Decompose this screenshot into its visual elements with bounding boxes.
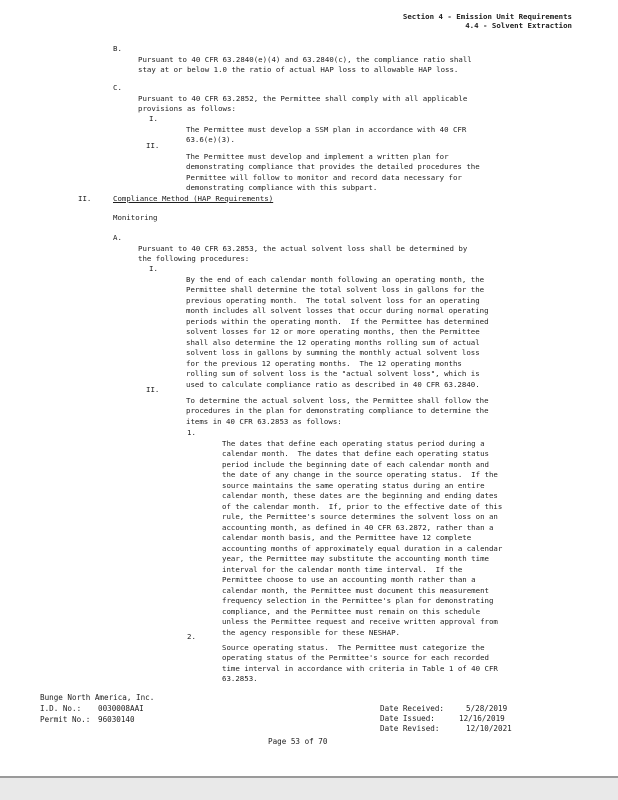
text-line: Permittee choose to use an accounting month rather than a [222, 575, 476, 584]
text-line: stay at or below 1.0 the ratio of actual HAP loss to allowable HAP loss. [138, 65, 459, 74]
text-line: Pursuant to 40 CFR 63.2853, the actual solvent loss shall be determined by [138, 243, 468, 253]
text-line: period include the beginning date of each calendar month and [222, 459, 489, 469]
text-line: calendar month basis, and the Permittee have 12 complete [222, 533, 472, 542]
text-line: frequency selection in the Permittee's plan for demonstrating [222, 596, 494, 605]
footer-date-received-label: Date Received: [380, 704, 445, 713]
text-line: time interval in accordance with criteria in Table 1 of 40 CFR [222, 663, 498, 673]
footer-date-issued: 12/16/2019 [459, 714, 505, 723]
text-line: accounting month, as defined in 40 CFR 63.2872, rather than a [222, 522, 494, 532]
footer-company: Bunge North America, Inc. [40, 693, 155, 702]
footer-id-value: 0030008AAI [98, 704, 144, 713]
text-line: 63.2853. [222, 674, 258, 683]
item-a2-text [186, 385, 489, 427]
footer-date-revised-label: Date Revised: [380, 724, 440, 733]
text-line: calendar month, these dates are the beginning and ending dates [222, 491, 498, 500]
item-1-text [222, 428, 502, 638]
item-a-text [138, 233, 467, 265]
section-heading: Section 4 - Emission Unit Requirements [402, 12, 572, 21]
text-line: the following procedures: [138, 254, 250, 263]
text-line: provisions as follows: [138, 104, 236, 113]
item-c-text [138, 83, 467, 115]
text-line: for the previous 12 operating months. The 12 operating months [186, 358, 462, 368]
footer-date-revised: 12/10/2021 [466, 724, 512, 733]
text-line: solvent loss in gallons by summing the monthly actual solvent loss [186, 348, 480, 357]
text-line: procedures in the plan for demonstrating compliance to determine the [186, 406, 489, 415]
text-line: rolling sum of solvent loss is the "actual solvent loss", which is [186, 369, 480, 378]
text-line: Permittee will follow to monitor and record data necessary for [186, 172, 462, 182]
footer-permit-value: 96030140 [98, 715, 135, 724]
text-line: rule, the Permittee's source determines the solvent loss on an [222, 512, 498, 521]
text-line: periods within the operating month. If the Permittee has determined [186, 316, 489, 326]
text-line: calendar month, the Permittee must document this measurement [222, 585, 489, 595]
text-line: Source operating status. The Permittee must categorize the [222, 642, 485, 652]
monitoring-heading: Monitoring [113, 213, 158, 222]
text-line: shall also determine the 12 operating months rolling sum of actual [186, 337, 480, 347]
item-b-text [138, 44, 472, 76]
item-a1-marker: I. [149, 264, 158, 273]
subsection-heading: 4.4 - Solvent Extraction [465, 21, 572, 30]
item-c1-marker: I. [149, 114, 158, 123]
text-line: 63.6(e)(3). [186, 135, 235, 144]
text-line: Pursuant to 40 CFR 63.2840(e)(4) and 63.2840(c), the compliance ratio shall [138, 54, 472, 64]
section-ii-marker: II. [78, 194, 92, 203]
text-line: Permittee shall determine the total solvent loss in gallons for the [186, 285, 485, 294]
text-line: month includes all solvent losses that occur during normal operating [186, 306, 489, 315]
text-line: The dates that define each operating status period during a [222, 438, 485, 448]
footer-permit-label: Permit No.: [40, 715, 91, 724]
scan-edge-line [0, 776, 618, 778]
item-1-marker: 1. [187, 428, 196, 437]
footer-date-received: 5/28/2019 [466, 704, 508, 713]
text-line: year, the Permittee may substitute the accounting month time [222, 554, 489, 563]
text-line: To determine the actual solvent loss, the Permittee shall follow the [186, 395, 489, 405]
text-line: interval for the calendar month time interval. If the [222, 564, 463, 574]
text-line: By the end of each calendar month following an operating month, the [186, 274, 485, 284]
text-line: operating status of the Permittee's source for each recorded [222, 653, 489, 662]
footer-id-label: I.D. No.: [40, 704, 82, 713]
text-line: the date of any change in the source operating status. If the [222, 470, 498, 479]
item-c2-marker: II. [146, 141, 160, 150]
text-line: of the calendar month. If, prior to the effective date of this [222, 501, 503, 511]
item-b-marker: B. [113, 44, 122, 53]
text-line: items in 40 CFR 63.2853 as follows: [186, 416, 342, 426]
text-line: the agency responsible for these NESHAP. [222, 627, 400, 637]
text-line: The Permittee must develop a SSM plan in accordance with 40 CFR [186, 124, 467, 134]
text-line: demonstrating compliance that provides the detailed procedures the [186, 162, 480, 171]
text-line: source maintains the same operating status during an entire [222, 480, 485, 490]
text-line: accounting months of approximately equal duration in a calendar [222, 543, 503, 553]
footer-date-issued-label: Date Issued: [380, 714, 435, 723]
text-line: unless the Permittee request and receive written approval from [222, 617, 498, 626]
item-a-marker: A. [113, 233, 122, 242]
text-line: compliance, and the Permittee must remain on this schedule [222, 606, 481, 616]
text-line: previous operating month. The total solvent loss for an operating [186, 295, 480, 305]
text-line: solvent losses for 12 or more operating months, then the Permittee [186, 327, 480, 336]
text-line: The Permittee must develop and implement a written plan for [186, 151, 449, 161]
item-a1-text [186, 264, 489, 390]
text-line: calendar month. The dates that define each operating status [222, 449, 489, 458]
scan-bottom-strip [0, 776, 618, 800]
item-c-marker: C. [113, 83, 122, 92]
item-c2-text [186, 141, 480, 194]
section-ii-title: Compliance Method (HAP Requirements) [113, 194, 274, 203]
text-line: Pursuant to 40 CFR 63.2852, the Permittee shall comply with all applicable [138, 93, 468, 103]
page-number: Page 53 of 70 [268, 737, 328, 746]
item-a2-marker: II. [146, 385, 160, 394]
text-line: demonstrating compliance with this subpart. [186, 183, 378, 192]
text-line: used to calculate compliance ratio as described in 40 CFR 63.2840. [186, 379, 480, 389]
item-2-text [222, 632, 498, 685]
item-2-marker: 2. [187, 632, 196, 641]
